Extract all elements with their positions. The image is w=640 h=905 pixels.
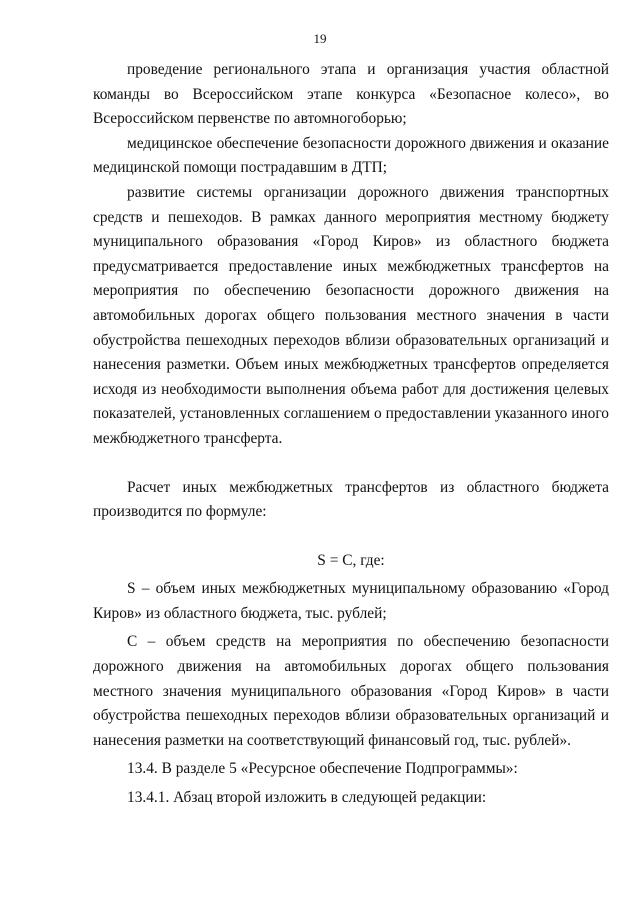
paragraph-section-13-4-1: 13.4.1. Абзац второй изложить в следующей редакции: xyxy=(127,789,487,807)
paragraph-traffic-organization: развитие системы организации дорожного движения транспортных средств и пешеходов. В рамках данного мероприятия местному бюджету муниципального образования «Город Киров» из областного бюджета предусматривается предоставление иных межбюджетных трансфертов на мероприятия по обеспечению безопасности дорожного движения на автомобильных дорогах общего пользования местного значения в части обустройства пешеходных переходов вблизи образовательных организаций и нанесения разметки. Объем иных межбюджетных трансфертов определяется исходя из необходимости выполнения объема работ для достижения целевых показателей, установленных соглашением о предоставлении указанного иного межбюджетного трансферта. xyxy=(93,183,609,447)
paragraph-regional-stage: проведение регионального этапа и организация участия областной команды во Всероссийском этапе конкурса «Безопасное колесо», во Всероссийском первенстве по автомногоборью; xyxy=(93,61,609,128)
paragraph-s-definition: S – объем иных межбюджетных муниципальному образованию «Город Киров» из областного бюджета, тыс. рублей; xyxy=(93,580,609,622)
document-body xyxy=(93,58,609,811)
paragraph-c-definition: С – объем средств на мероприятия по обеспечению безопасности дорожного движения на автомобильных дорогах общего пользования местного значения муниципального образования «Город Киров» в части обустройства пешеходных переходов вблизи образовательных организаций и нанесения разметки на соответствующий финансовый год, тыс. рублей». xyxy=(93,633,609,749)
formula: S = С, где: xyxy=(317,551,385,569)
paragraph-medical-support: медицинское обеспечение безопасности дорожного движения и оказание медицинской помощи пострадавшим в ДТП; xyxy=(93,134,609,177)
page-number: 19 xyxy=(313,31,327,46)
paragraph-calculation-intro: Расчет иных межбюджетных трансфертов из областного бюджета производится по формуле: xyxy=(93,478,609,521)
paragraph-section-13-4: 13.4. В разделе 5 «Ресурсное обеспечение Подпрограммы»: xyxy=(127,760,518,778)
